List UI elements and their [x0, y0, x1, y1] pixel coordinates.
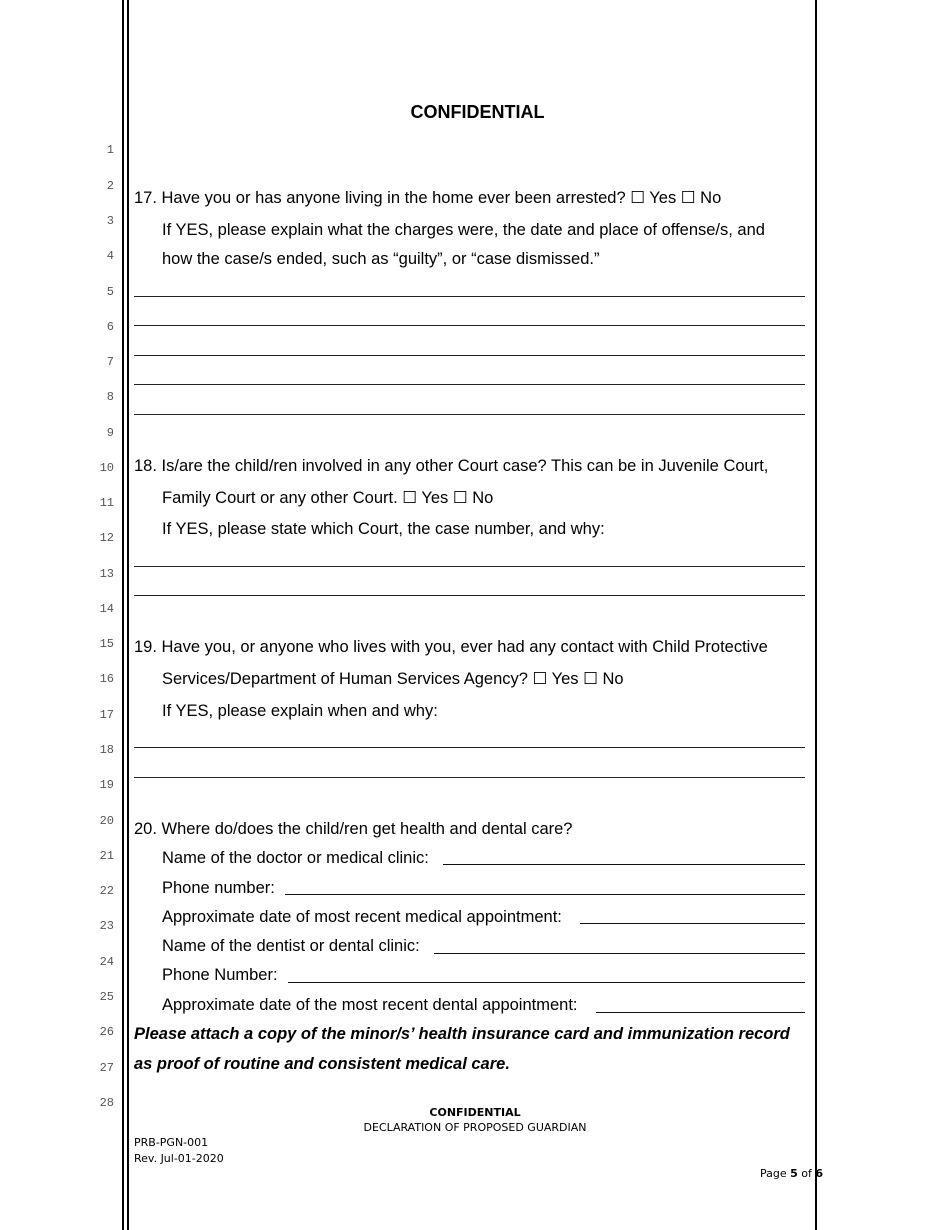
footer-declaration: DECLARATION OF PROPOSED GUARDIAN	[363, 1121, 587, 1134]
line-number: 11	[99, 496, 114, 510]
line-number: 25	[99, 990, 114, 1004]
q17-answer-line[interactable]	[134, 384, 805, 385]
page-current: 5	[790, 1167, 798, 1180]
phone-label: Phone number:	[162, 879, 275, 897]
line-number: 10	[99, 461, 114, 475]
q17-instructions: If YES, please explain what the charges were, the date and place of offense/s, and	[162, 221, 765, 239]
q19-answer-line[interactable]	[134, 747, 805, 748]
page-prefix: Page	[760, 1167, 791, 1180]
medical-date-label: Approximate date of most recent medical appointment:	[162, 908, 562, 926]
line-number: 5	[106, 285, 114, 299]
line-number: 1	[106, 143, 114, 157]
line-number: 22	[99, 884, 114, 898]
doctor-label: Name of the doctor or medical clinic:	[162, 849, 429, 867]
q20-question: 20. Where do/does the child/ren get health and dental care?	[134, 820, 573, 838]
q17-answer-line[interactable]	[134, 296, 805, 297]
line-number: 28	[99, 1096, 114, 1110]
medical-date-field[interactable]	[580, 923, 805, 924]
q17-question: 17. Have you or has anyone living in the home ever been arrested? ☐ Yes ☐ No	[134, 189, 722, 207]
q17-instructions-cont: how the case/s ended, such as “guilty”, or “case dismissed.”	[162, 250, 600, 268]
line-number: 20	[99, 814, 114, 828]
line-number: 12	[99, 531, 114, 545]
line-number: 9	[106, 426, 114, 440]
dental-date-field[interactable]	[596, 1012, 805, 1013]
left-margin-rule-outer	[122, 0, 124, 1230]
line-number: 19	[99, 778, 114, 792]
page-title: CONFIDENTIAL	[410, 102, 545, 122]
q17-answer-line[interactable]	[134, 325, 805, 326]
q18-question-cont: Family Court or any other Court. ☐ Yes ☐ No	[162, 489, 494, 507]
q19-question-cont: Services/Department of Human Services Agency? ☐ Yes ☐ No	[162, 670, 624, 688]
page-total: 6	[815, 1167, 824, 1180]
line-number: 24	[99, 955, 114, 969]
dentist-field[interactable]	[434, 953, 805, 954]
line-number: 27	[99, 1061, 114, 1075]
right-margin-rule	[815, 0, 817, 1230]
line-number: 17	[99, 708, 114, 722]
q17-answer-line[interactable]	[134, 355, 805, 356]
q17-answer-line[interactable]	[134, 414, 805, 415]
line-number: 8	[106, 390, 114, 404]
page-of: of	[797, 1167, 816, 1180]
left-margin-rule-inner	[127, 0, 129, 1230]
line-number: 6	[106, 320, 114, 334]
dental-phone-label: Phone Number:	[162, 966, 278, 984]
phone-field[interactable]	[285, 894, 805, 895]
line-number: 4	[106, 249, 114, 263]
line-number: 26	[99, 1025, 114, 1039]
line-number: 13	[99, 567, 114, 581]
attachment-notice: Please attach a copy of the minor/s’ health insurance card and immunization record	[134, 1025, 790, 1043]
q18-question: 18. Is/are the child/ren involved in any other Court case? This can be in Juvenile Court,	[134, 457, 769, 475]
line-number: 21	[99, 849, 114, 863]
line-number: 7	[106, 355, 114, 369]
line-number: 3	[106, 214, 114, 228]
dentist-label: Name of the dentist or dental clinic:	[162, 937, 420, 955]
q19-answer-line[interactable]	[134, 777, 805, 778]
form-id: PRB-PGN-001	[134, 1136, 209, 1149]
dental-phone-field[interactable]	[288, 982, 805, 983]
q19-question: 19. Have you, or anyone who lives with you, ever had any contact with Child Protective	[134, 638, 768, 656]
line-number: 18	[99, 743, 114, 757]
line-number: 14	[99, 602, 114, 616]
page-number	[760, 1167, 823, 1180]
q18-answer-line[interactable]	[134, 566, 805, 567]
line-number: 23	[99, 919, 114, 933]
line-number: 15	[99, 637, 114, 651]
line-number: 16	[99, 672, 114, 686]
line-number: 2	[106, 179, 114, 193]
q18-instructions: If YES, please state which Court, the case number, and why:	[162, 520, 605, 538]
doctor-field[interactable]	[443, 864, 805, 865]
form-revision: Rev. Jul-01-2020	[134, 1152, 224, 1165]
footer-confidential: CONFIDENTIAL	[429, 1106, 521, 1119]
dental-date-label: Approximate date of the most recent dental appointment:	[162, 996, 578, 1014]
q18-answer-line[interactable]	[134, 595, 805, 596]
q19-instructions: If YES, please explain when and why:	[162, 702, 438, 720]
attachment-notice-cont: as proof of routine and consistent medical care.	[134, 1055, 510, 1073]
